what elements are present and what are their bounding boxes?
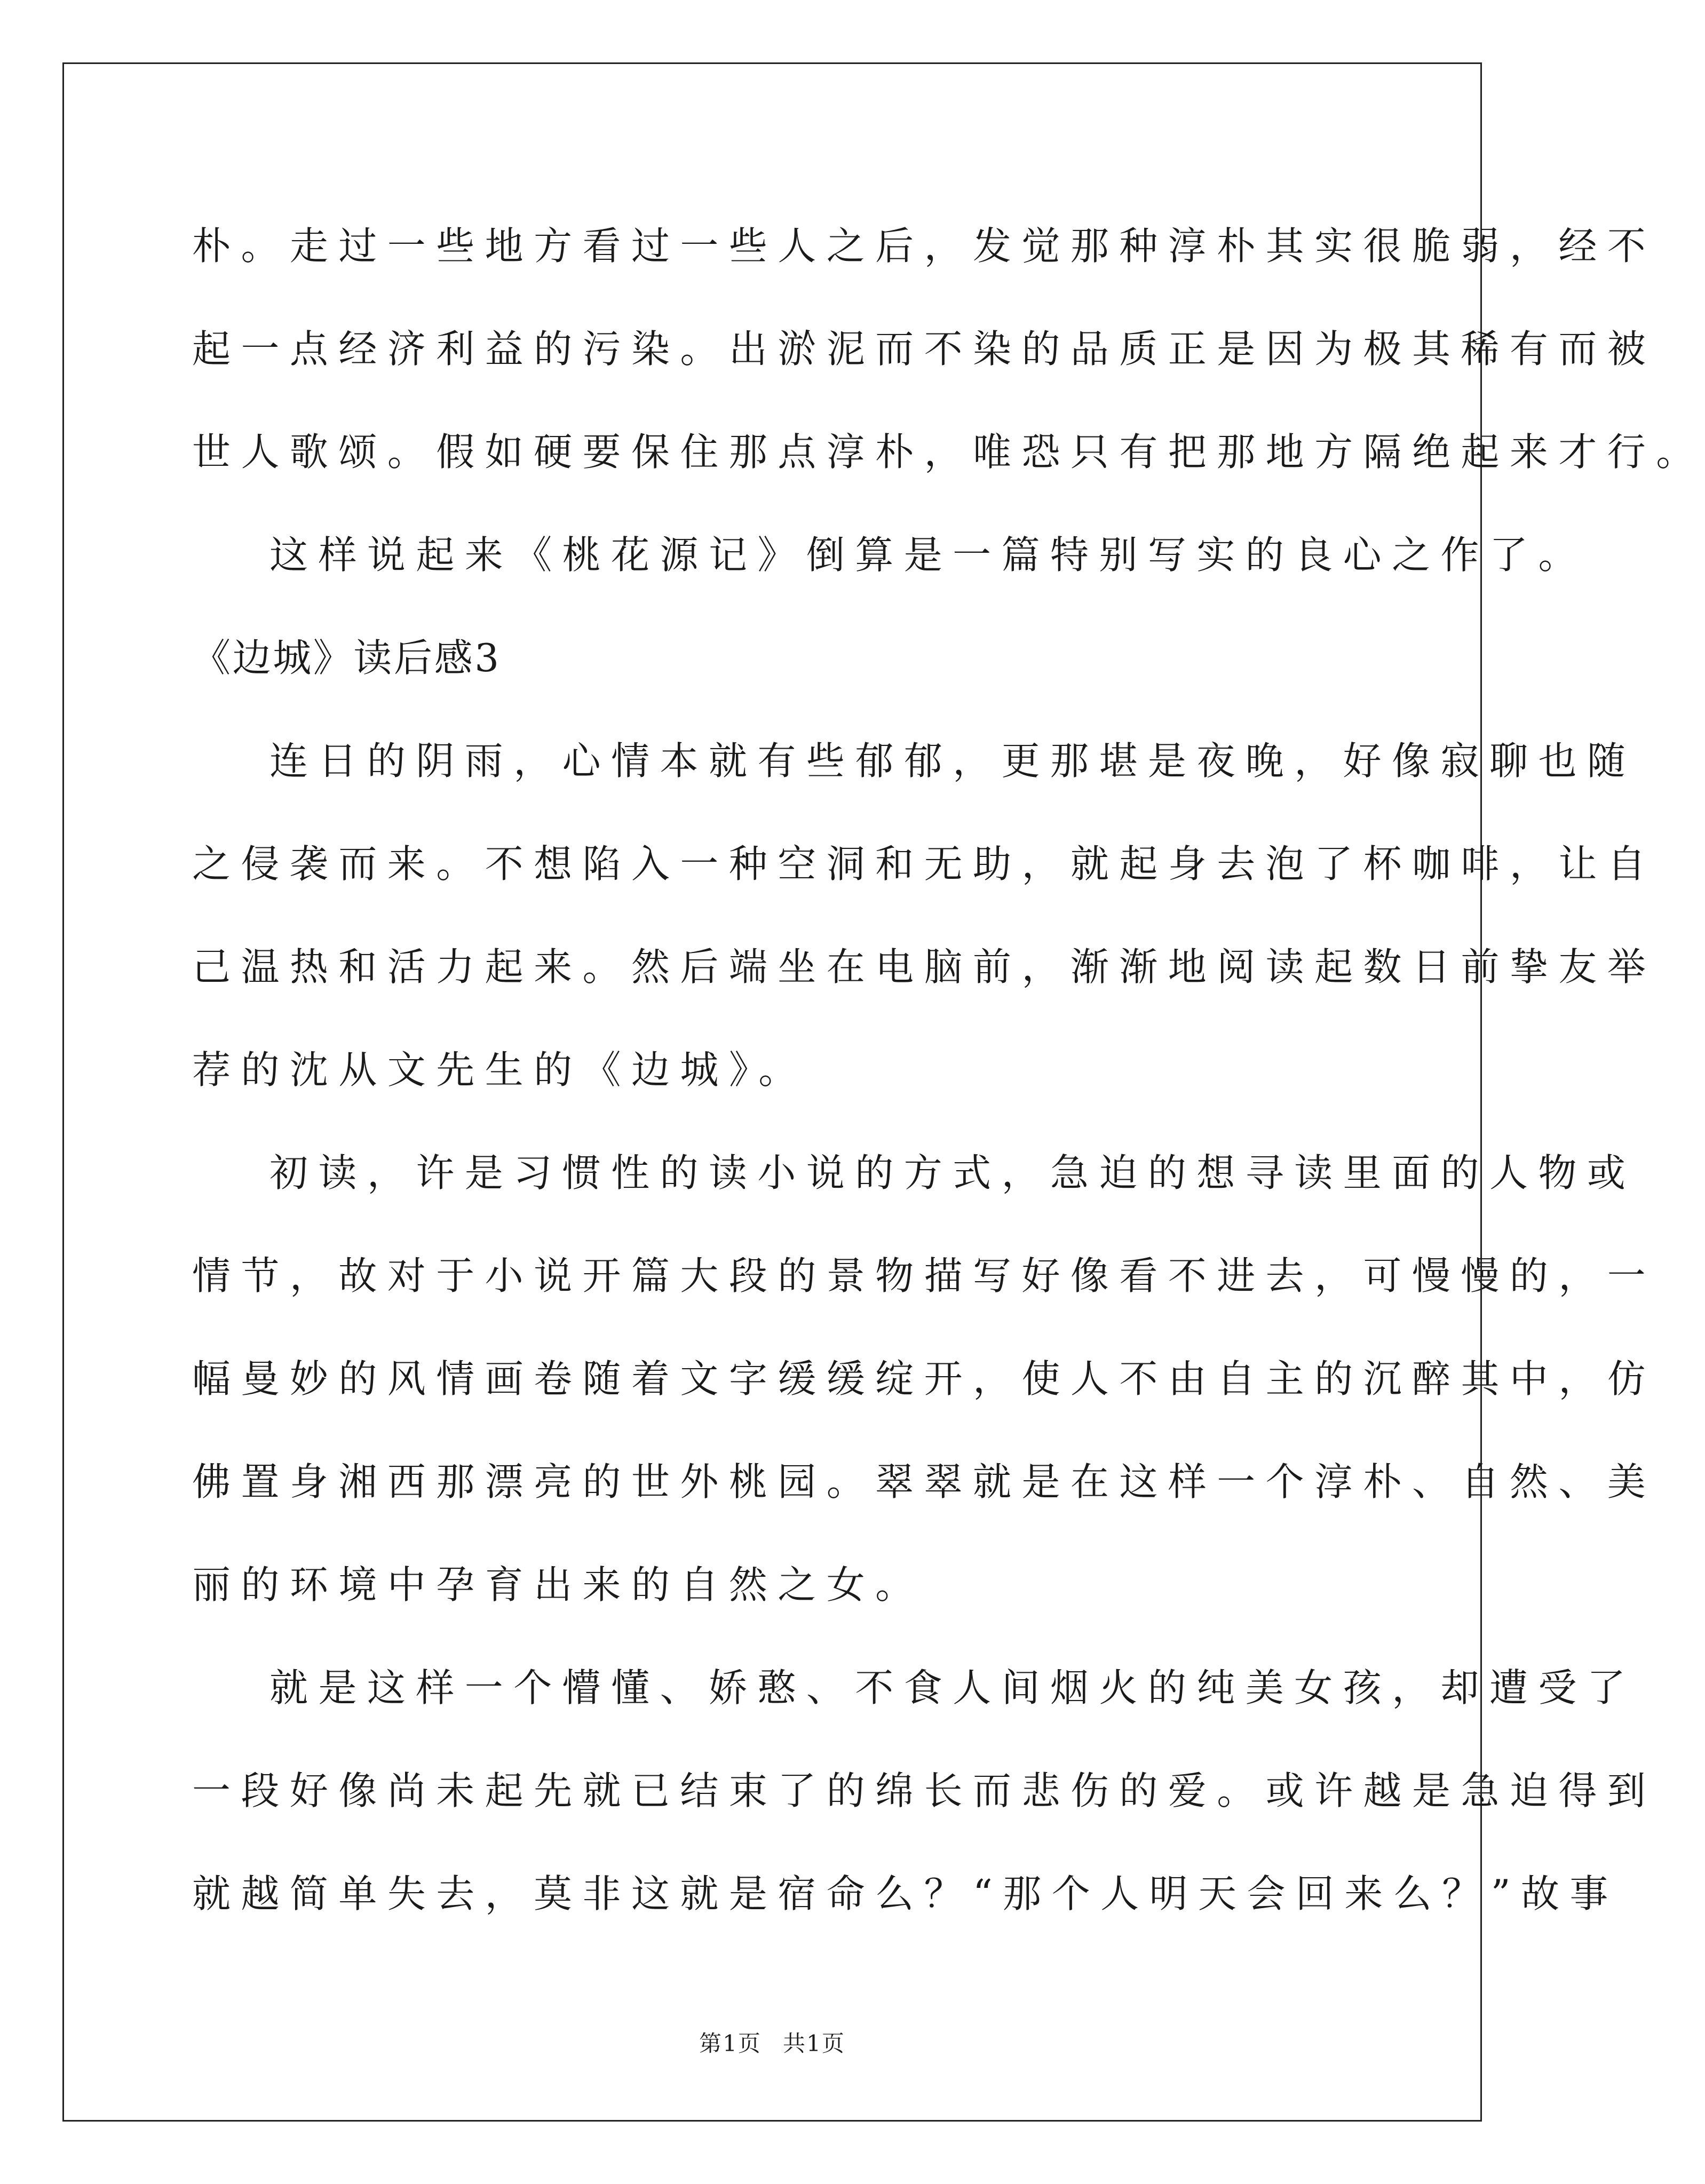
text-line: 世人歌颂。假如硬要保住那点淳朴，唯恐只有把那地方隔绝起来才行。 — [192, 430, 1705, 474]
text-line: 就越简单失去，莫非这就是宿命么？“那个人明天会回来么？”故事 — [192, 1871, 1619, 1916]
text-line: 起一点经济利益的污染。出淤泥而不染的品质正是因为极其稀有而被 — [192, 327, 1656, 371]
page-total: 共1页 — [783, 2030, 846, 2056]
document-body — [192, 195, 1705, 1945]
text-line: 就是这样一个懵懂、娇憨、不食人间烟火的纯美女孩，却遭受了 — [269, 1665, 1636, 1710]
text-line: 这样说起来《桃花源记》倒算是一篇特别写实的良心之作了。 — [269, 533, 1587, 577]
page-footer — [0, 2028, 1544, 2060]
section-heading: 《边城》读后感3 — [192, 636, 501, 680]
text-line: 佛置身湘西那漂亮的世外桃园。翠翠就是在这样一个淳朴、自然、美 — [192, 1459, 1656, 1504]
text-line: 连日的阴雨，心情本就有些郁郁，更那堪是夜晚，好像寂聊也随 — [269, 738, 1636, 783]
text-line: 荐的沈从文先生的《边城》。 — [192, 1047, 807, 1092]
text-line: 初读，许是习惯性的读小说的方式，急迫的想寻读里面的人物或 — [269, 1150, 1636, 1195]
text-line: 幅曼妙的风情画卷随着文字缓缓绽开，使人不由自主的沉醉其中，仿 — [192, 1356, 1656, 1401]
text-line: 己温热和活力起来。然后端坐在电脑前，渐渐地阅读起数日前挚友举 — [192, 944, 1656, 989]
text-line: 丽的环境中孕育出来的自然之女。 — [192, 1562, 924, 1607]
text-line: 之侵袭而来。不想陷入一种空洞和无助，就起身去泡了杯咖啡，让自 — [192, 841, 1656, 886]
text-line: 朴。走过一些地方看过一些人之后，发觉那种淳朴其实很脆弱，经不 — [192, 224, 1656, 268]
text-line: 情节，故对于小说开篇大段的景物描写好像看不进去，可慢慢的，一 — [192, 1253, 1656, 1298]
text-line: 一段好像尚未起先就已结束了的绵长而悲伤的爱。或许越是急迫得到 — [192, 1768, 1656, 1813]
page-number: 第1页 — [699, 2030, 762, 2056]
